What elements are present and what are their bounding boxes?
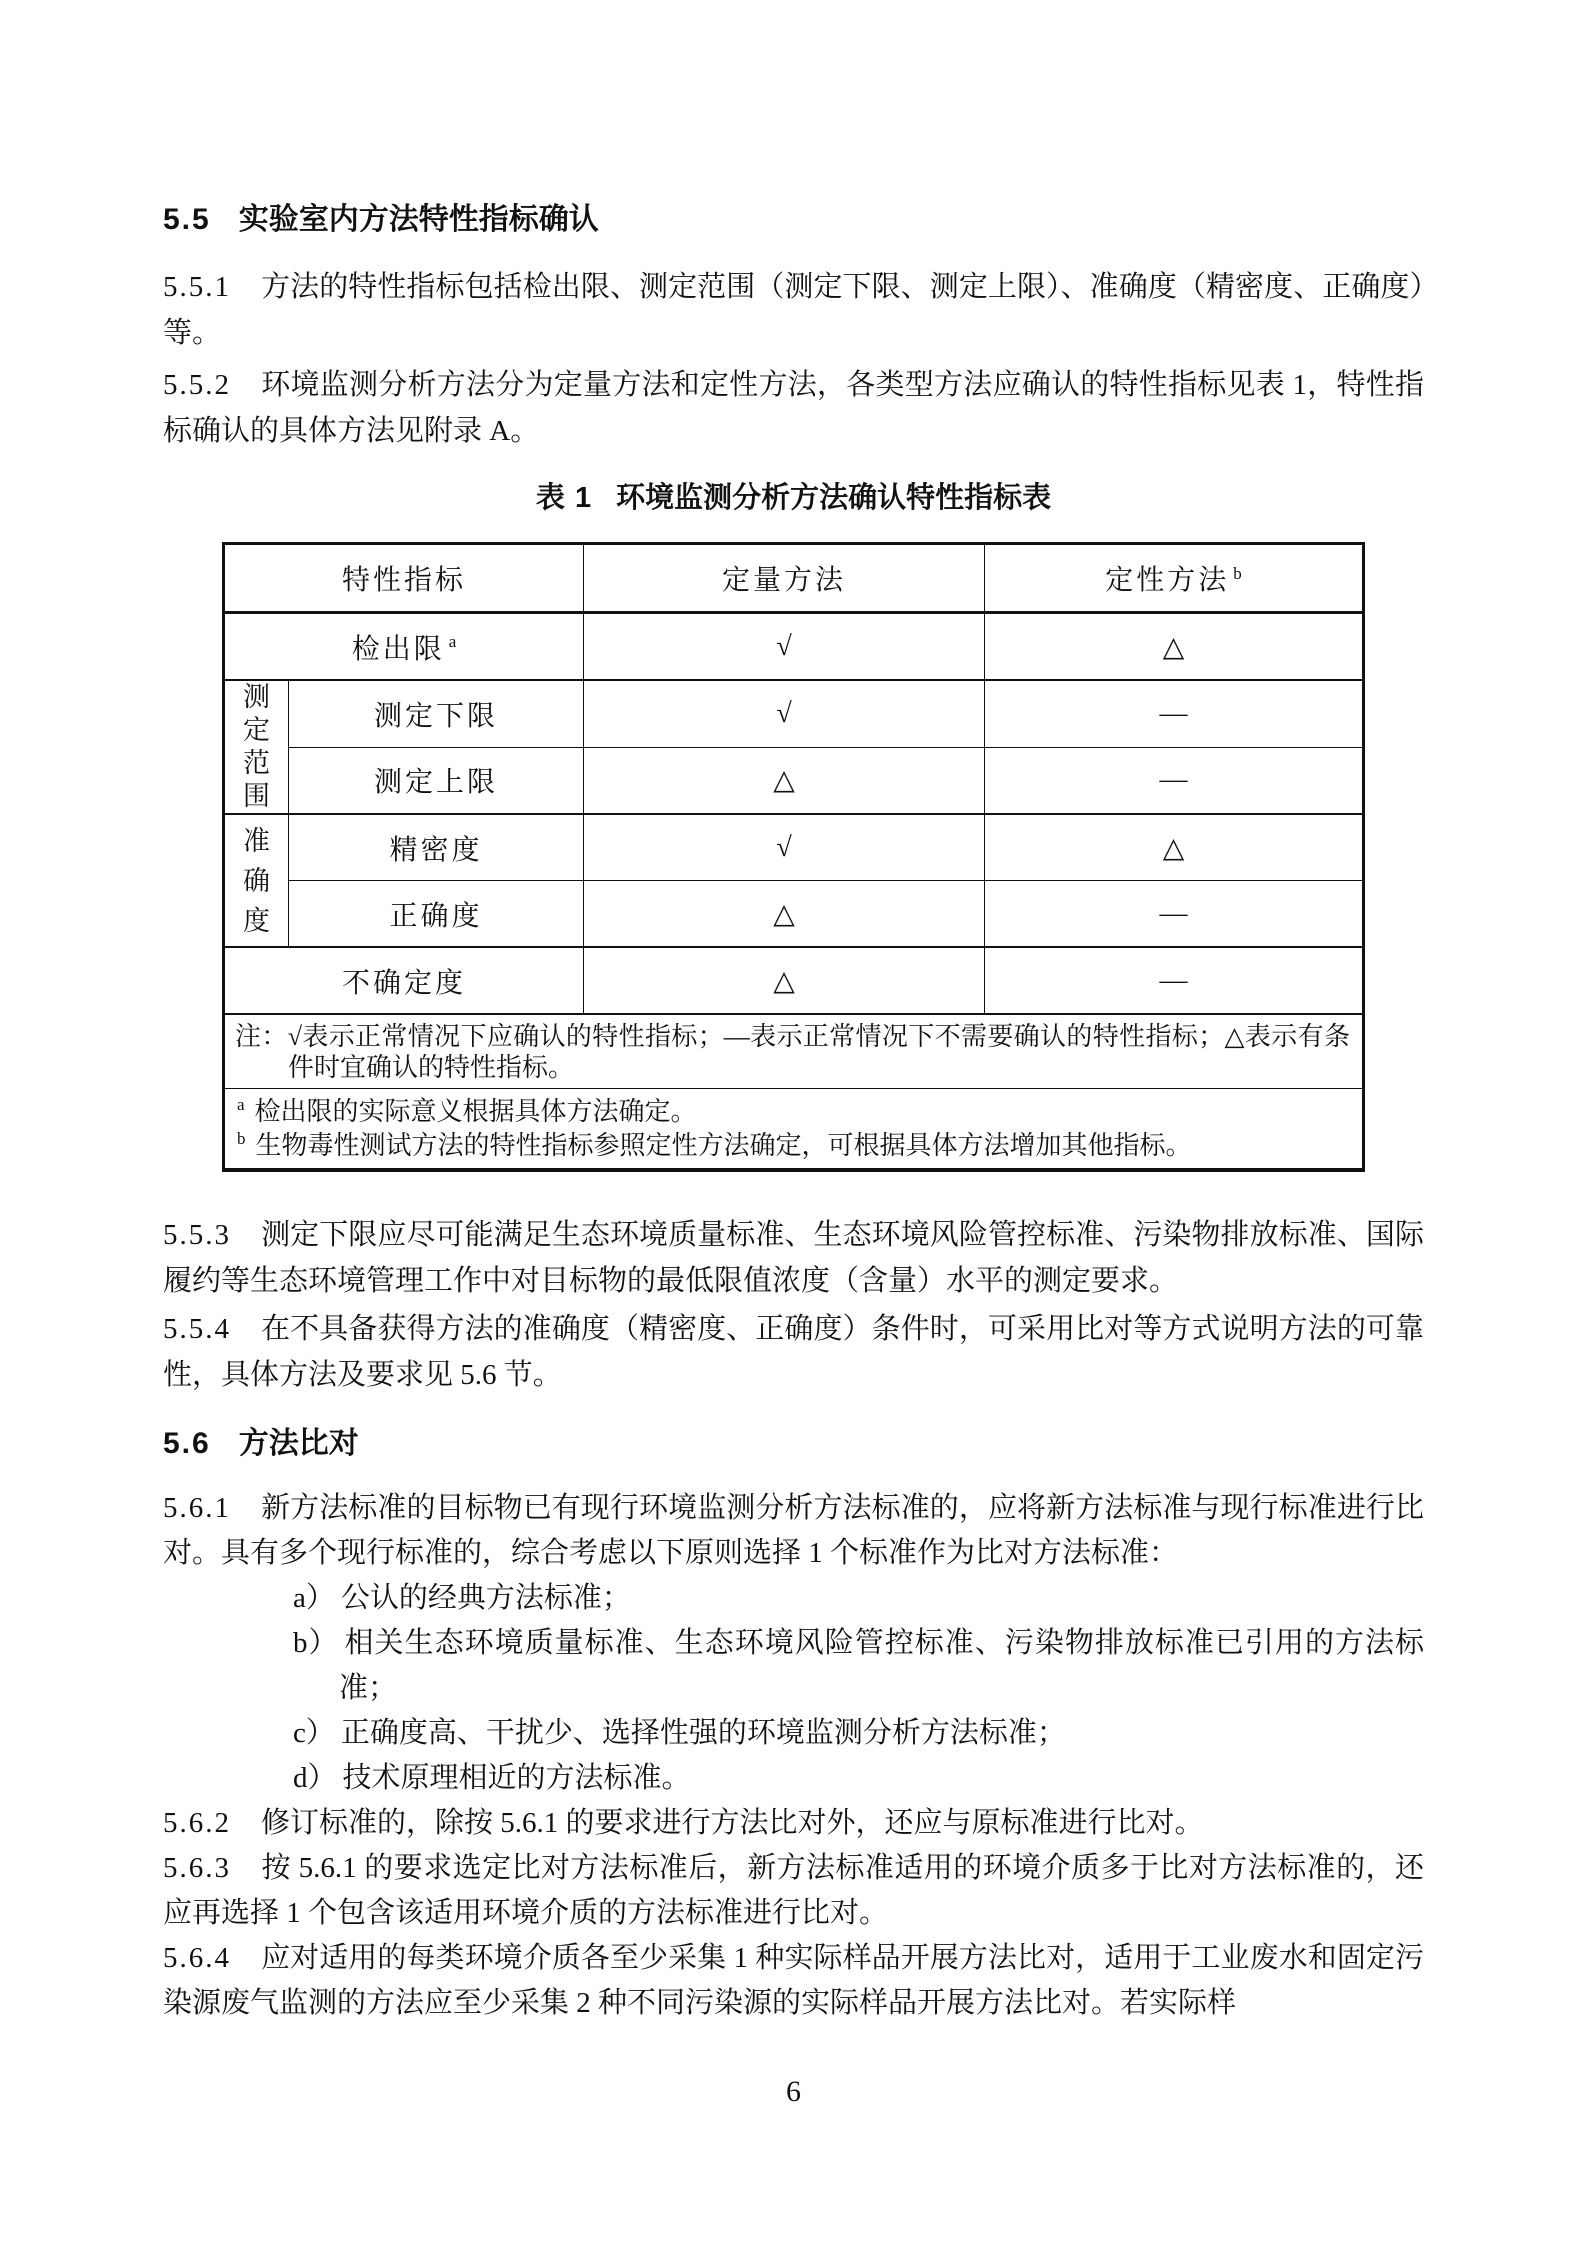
list-text: 公认的经典方法标准； — [340, 1582, 631, 1614]
paragraph-5-5-4 — [163, 1306, 1424, 1398]
table-caption — [163, 480, 1424, 516]
paragraph-5-5-1 — [163, 264, 1424, 356]
header-label: 定性方法 — [1105, 565, 1230, 596]
footnote-b — [235, 1129, 1350, 1163]
footnote-text: 检出限的实际意义根据具体方法确定。 — [254, 1097, 697, 1126]
row-label: 正确度 — [389, 900, 483, 932]
group-label-vertical: 测定范围 — [242, 682, 270, 811]
paragraph-text: 修订标准的，除按 5.6.1 的要求进行方法比对外，还应与原标准进行比对。 — [261, 1807, 1204, 1839]
header-label: 特性指标 — [341, 565, 466, 596]
cell-quantitative: √ — [584, 680, 985, 747]
list-item-d — [293, 1756, 1424, 1801]
table-note: 注：√表示正常情况下应确认的特性指标；—表示正常情况下不需要确认的特性指标；△表示有条件时宜确认的特性指标。 — [234, 1022, 1350, 1082]
cell-label — [288, 881, 583, 948]
paragraph-text: 方法的特性指标包括检出限、测定范围（测定下限、测定上限）、准确度（精密度、正确度）等。 — [163, 271, 1424, 349]
row-label: 精密度 — [389, 834, 483, 866]
paragraph-text: 应对适用的每类环境介质各至少采集 1 种实际样品开展方法比对，适用于工业废水和固定污染源废气监测的方法应至少采集 2 种不同污染源的实际样品开展方法比对。若实际样 — [163, 1942, 1424, 2019]
cell-quantitative: △ — [584, 881, 985, 948]
header-cell-qualitative — [985, 544, 1364, 613]
table-note-row — [223, 1014, 1363, 1089]
paragraph-5-5-3 — [163, 1212, 1424, 1304]
row-label: 不确定度 — [341, 967, 466, 999]
cell-qualitative: — — [985, 747, 1364, 814]
header-cell-indicator — [223, 544, 583, 613]
list-marker: d） — [293, 1762, 337, 1794]
table-row-upper-limit — [223, 747, 1363, 814]
paragraph-text: 环境监测分析方法分为定量方法和定性方法，各类型方法应确认的特性指标见表 1，特性指标确认的具体方法见附录 A。 — [163, 369, 1424, 447]
header-label: 定量方法 — [721, 565, 846, 596]
cell-qualitative: △ — [985, 814, 1364, 881]
paragraph-5-6-1 — [163, 1486, 1424, 1576]
list-marker: b） — [293, 1627, 339, 1659]
list-item-b — [293, 1621, 1424, 1711]
list-text: 正确度高、干扰少、选择性强的环境监测分析方法标准； — [340, 1717, 1066, 1749]
paragraph-text: 测定下限应尽可能满足生态环境质量标准、生态环境风险管控标准、污染物排放标准、国际履约等生态环境管理工作中对目标物的最低限值浓度（含量）水平的测定要求。 — [163, 1219, 1424, 1297]
paragraph-text: 在不具备获得方法的准确度（精密度、正确度）条件时，可采用比对等方式说明方法的可靠性，具体方法及要求见 5.6 节。 — [163, 1313, 1424, 1391]
cell-quantitative: △ — [584, 947, 985, 1014]
paragraph-text: 新方法标准的目标物已有现行环境监测分析方法标准的，应将新方法标准与现行标准进行比对。具有多个现行标准的，综合考虑以下原则选择 1 个标准作为比对方法标准： — [163, 1492, 1424, 1569]
table-row-lower-limit — [223, 680, 1363, 747]
header-cell-quantitative — [584, 544, 985, 613]
table-footnote-row — [223, 1089, 1363, 1171]
list-item-a — [293, 1576, 1424, 1621]
cell-qualitative: — — [985, 881, 1364, 948]
table-row-precision — [223, 814, 1363, 881]
cell-label — [288, 680, 583, 747]
cell-label — [288, 814, 583, 881]
list-text: 技术原理相近的方法标准。 — [342, 1762, 691, 1794]
row-label: 测定下限 — [373, 700, 498, 732]
paragraph-number: 5.6.1 — [163, 1492, 231, 1524]
section-heading-5-5 — [163, 202, 1424, 238]
cell-label — [288, 747, 583, 814]
cell-group-accuracy — [223, 814, 288, 947]
group-label-vertical: 准确度 — [242, 825, 270, 936]
section-number: 5.5 — [163, 203, 211, 236]
paragraph-number: 5.6.2 — [163, 1807, 231, 1839]
footnote-marker-a: a — [448, 632, 457, 652]
table-row-trueness — [223, 881, 1363, 948]
list-text: 相关生态环境质量标准、生态环境风险管控标准、污染物排放标准已引用的方法标准； — [339, 1627, 1424, 1704]
table-caption-number: 表 1 — [535, 482, 593, 514]
paragraph-5-6-2 — [163, 1801, 1424, 1846]
table-caption-title: 环境监测分析方法确认特性指标表 — [616, 482, 1052, 514]
paragraph-5-6-3 — [163, 1846, 1424, 1936]
footnote-marker-b: b — [236, 1129, 246, 1149]
cell-label — [223, 947, 583, 1014]
paragraph-5-6-4 — [163, 1936, 1424, 2026]
cell-quantitative: △ — [584, 747, 985, 814]
cell-quantitative: √ — [584, 814, 985, 881]
characteristics-table — [222, 542, 1365, 1172]
list-marker: a） — [293, 1582, 335, 1614]
table-row-detection-limit — [223, 613, 1363, 681]
table-note-cell — [223, 1014, 1363, 1089]
section-title: 实验室内方法特性指标确认 — [238, 203, 599, 236]
table-row-uncertainty — [223, 947, 1363, 1014]
page-number: 6 — [786, 2075, 801, 2108]
section-5-6-body — [163, 1486, 1424, 2026]
paragraph-5-5-2 — [163, 362, 1424, 454]
paragraph-number: 5.5.3 — [163, 1219, 231, 1251]
footnote-marker-a: a — [236, 1095, 245, 1115]
section-heading-5-6 — [163, 1426, 1424, 1462]
paragraph-number: 5.5.1 — [163, 271, 231, 303]
cell-quantitative: √ — [584, 613, 985, 681]
list-item-c — [293, 1711, 1424, 1756]
paragraph-text: 按 5.6.1 的要求选定比对方法标准后，新方法标准适用的环境介质多于比对方法标准的，还应再选择 1 个包含该适用环境介质的方法标准进行比对。 — [163, 1852, 1424, 1929]
footnote-a — [235, 1095, 1350, 1129]
cell-qualitative: — — [985, 947, 1364, 1014]
paragraph-number: 5.5.4 — [163, 1313, 231, 1345]
paragraph-number: 5.6.4 — [163, 1942, 231, 1974]
cell-group-measurement-range — [223, 680, 288, 814]
cell-label — [223, 613, 583, 681]
footnote-text: 生物毒性测试方法的特性指标参照定性方法确定，可根据具体方法增加其他指标。 — [255, 1131, 1192, 1160]
table-header-row — [223, 544, 1363, 613]
section-title: 方法比对 — [238, 1427, 359, 1460]
paragraph-number: 5.6.3 — [163, 1852, 231, 1884]
list-marker: c） — [293, 1717, 335, 1749]
cell-qualitative: — — [985, 680, 1364, 747]
row-label: 检出限 — [351, 633, 445, 665]
section-number: 5.6 — [163, 1427, 211, 1460]
cell-qualitative: △ — [985, 613, 1364, 681]
paragraph-number: 5.5.2 — [163, 369, 231, 401]
footnote-marker-b: b — [1233, 563, 1242, 583]
table-footnote-cell — [223, 1089, 1363, 1171]
row-label: 测定上限 — [373, 767, 498, 799]
